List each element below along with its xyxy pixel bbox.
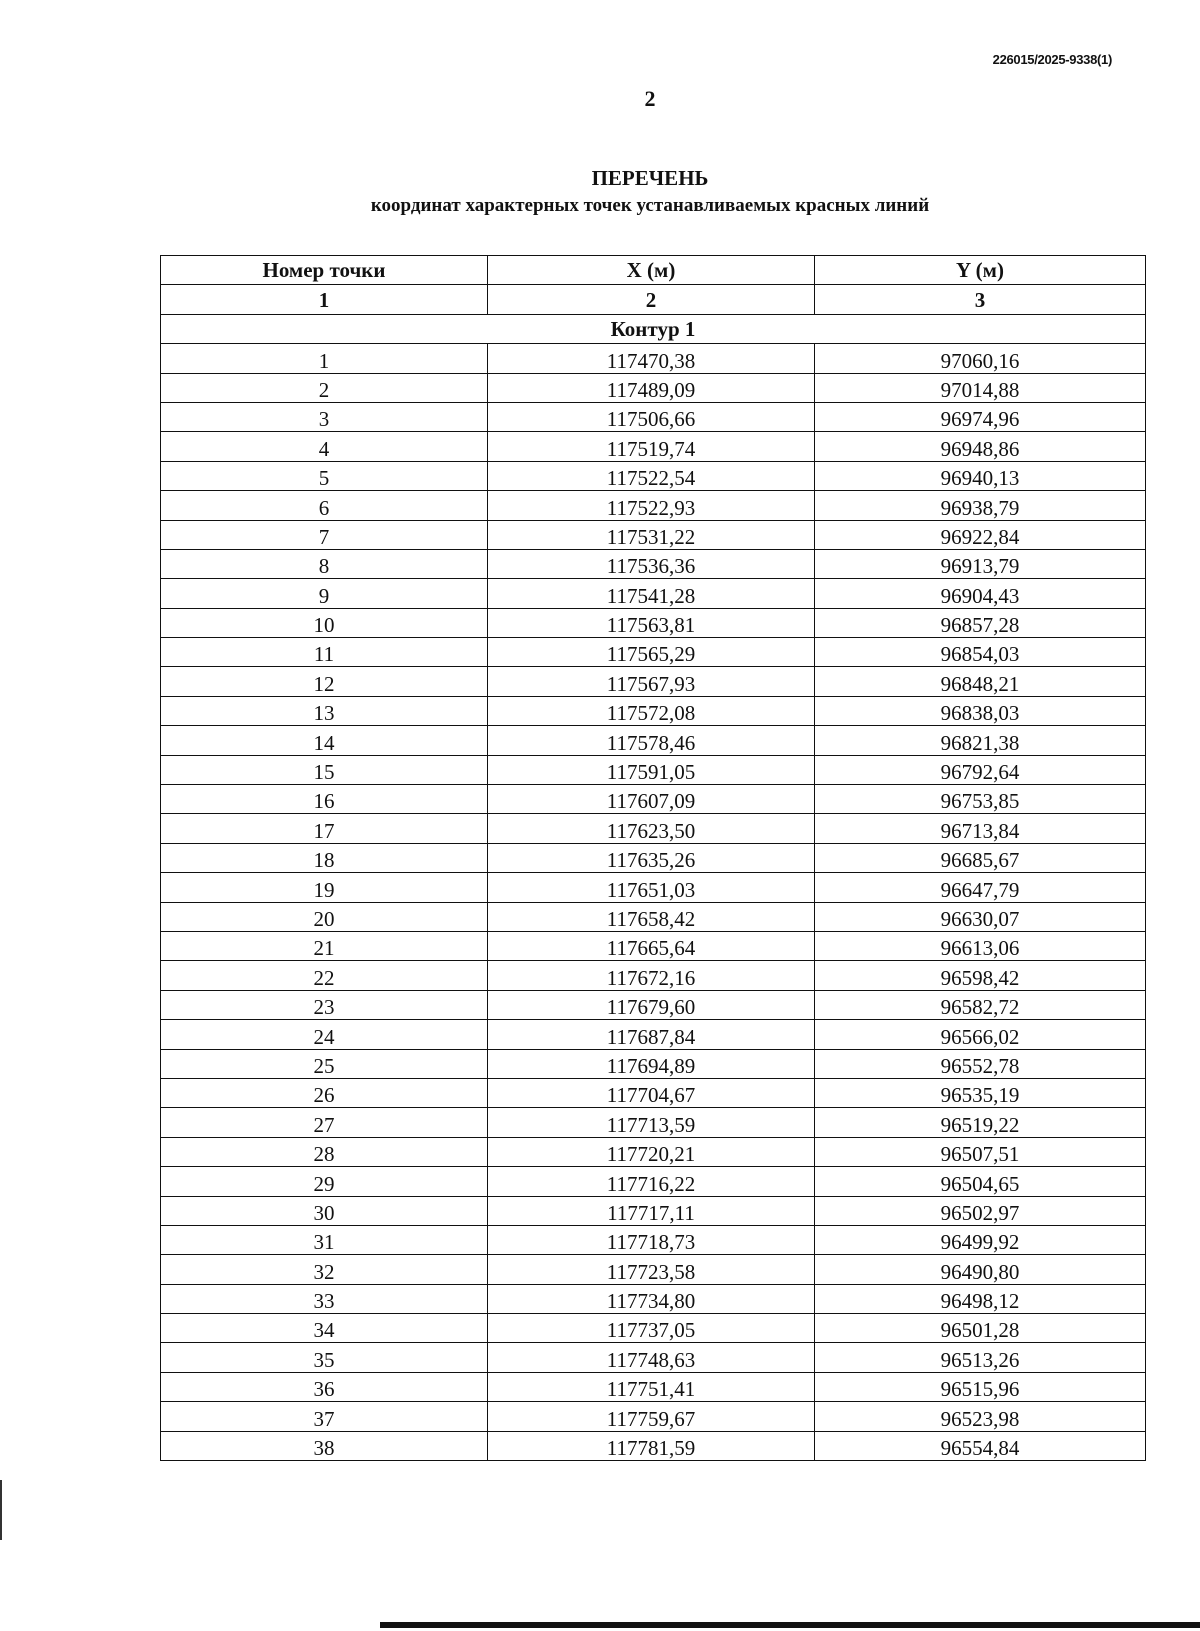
x-coordinate-cell: 117748,63 [488, 1343, 815, 1372]
x-coordinate-cell: 117672,16 [488, 961, 815, 990]
document-id: 226015/2025-9338(1) [992, 52, 1112, 67]
point-number-cell: 13 [161, 696, 488, 725]
y-coordinate-cell: 96792,64 [815, 755, 1146, 784]
coordinates-table-body [161, 256, 1146, 1461]
x-coordinate-cell: 117734,80 [488, 1284, 815, 1313]
table-header-row [161, 256, 1146, 285]
table-row [161, 579, 1146, 608]
page-number: 2 [644, 86, 656, 111]
y-coordinate-cell: 96552,78 [815, 1049, 1146, 1078]
table-row [161, 1167, 1146, 1196]
y-coordinate-cell: 96501,28 [815, 1314, 1146, 1343]
table-row [161, 520, 1146, 549]
table-row [161, 931, 1146, 960]
x-coordinate-cell: 117679,60 [488, 990, 815, 1019]
x-coordinate-cell: 117607,09 [488, 785, 815, 814]
y-coordinate-cell: 96938,79 [815, 491, 1146, 520]
table-row [161, 1049, 1146, 1078]
x-coordinate-cell: 117718,73 [488, 1225, 815, 1254]
y-coordinate-cell: 96523,98 [815, 1402, 1146, 1431]
table-row [161, 1225, 1146, 1254]
x-coordinate-cell: 117751,41 [488, 1372, 815, 1401]
table-row [161, 1020, 1146, 1049]
y-coordinate-cell: 97014,88 [815, 373, 1146, 402]
y-coordinate-cell: 96566,02 [815, 1020, 1146, 1049]
table-row [161, 1343, 1146, 1372]
y-coordinate-cell: 96513,26 [815, 1343, 1146, 1372]
y-coordinate-cell: 96713,84 [815, 814, 1146, 843]
point-number-cell: 1 [161, 344, 488, 373]
point-number-cell: 17 [161, 814, 488, 843]
point-number-cell: 24 [161, 1020, 488, 1049]
y-coordinate-cell: 96519,22 [815, 1108, 1146, 1137]
y-coordinate-cell: 96647,79 [815, 873, 1146, 902]
y-coordinate-cell: 96685,67 [815, 843, 1146, 872]
point-number-cell: 7 [161, 520, 488, 549]
table-row [161, 667, 1146, 696]
point-number-cell: 33 [161, 1284, 488, 1313]
document-title: ПЕРЕЧЕНЬ [591, 166, 709, 190]
x-coordinate-cell: 117759,67 [488, 1402, 815, 1431]
table-row [161, 373, 1146, 402]
point-number-cell: 20 [161, 902, 488, 931]
x-coordinate-cell: 117781,59 [488, 1431, 815, 1460]
table-row [161, 1402, 1146, 1431]
y-coordinate-cell: 96613,06 [815, 931, 1146, 960]
y-coordinate-cell: 96848,21 [815, 667, 1146, 696]
table-row [161, 785, 1146, 814]
point-number-cell: 22 [161, 961, 488, 990]
point-number-cell: 23 [161, 990, 488, 1019]
column-number-2: 2 [488, 285, 815, 314]
point-number-cell: 18 [161, 843, 488, 872]
point-number-cell: 21 [161, 931, 488, 960]
contour-row [161, 314, 1146, 343]
y-coordinate-cell: 96507,51 [815, 1137, 1146, 1166]
point-number-cell: 38 [161, 1431, 488, 1460]
x-coordinate-cell: 117531,22 [488, 520, 815, 549]
y-coordinate-cell: 96854,03 [815, 638, 1146, 667]
y-coordinate-cell: 96498,12 [815, 1284, 1146, 1313]
document-subtitle: координат характерных точек устанавливаемых красных линий [370, 195, 930, 216]
point-number-cell: 15 [161, 755, 488, 784]
x-coordinate-cell: 117506,66 [488, 402, 815, 431]
point-number-cell: 28 [161, 1137, 488, 1166]
x-coordinate-cell: 117694,89 [488, 1049, 815, 1078]
table-row [161, 902, 1146, 931]
point-number-cell: 26 [161, 1078, 488, 1107]
left-margin-mark [0, 1480, 2, 1540]
table-row [161, 755, 1146, 784]
x-coordinate-cell: 117519,74 [488, 432, 815, 461]
y-coordinate-cell: 96904,43 [815, 579, 1146, 608]
x-coordinate-cell: 117565,29 [488, 638, 815, 667]
x-coordinate-cell: 117713,59 [488, 1108, 815, 1137]
point-number-cell: 29 [161, 1167, 488, 1196]
point-number-cell: 3 [161, 402, 488, 431]
table-row [161, 814, 1146, 843]
x-coordinate-cell: 117563,81 [488, 608, 815, 637]
bottom-scan-rule [380, 1622, 1200, 1628]
table-row [161, 990, 1146, 1019]
table-row [161, 961, 1146, 990]
y-coordinate-cell: 96502,97 [815, 1196, 1146, 1225]
y-coordinate-cell: 96515,96 [815, 1372, 1146, 1401]
x-coordinate-cell: 117591,05 [488, 755, 815, 784]
point-number-cell: 16 [161, 785, 488, 814]
table-row [161, 549, 1146, 578]
x-coordinate-cell: 117522,93 [488, 491, 815, 520]
x-coordinate-cell: 117687,84 [488, 1020, 815, 1049]
y-coordinate-cell: 96630,07 [815, 902, 1146, 931]
x-coordinate-cell: 117635,26 [488, 843, 815, 872]
table-row [161, 1284, 1146, 1313]
table-row [161, 1108, 1146, 1137]
point-number-cell: 34 [161, 1314, 488, 1343]
y-coordinate-cell: 96821,38 [815, 726, 1146, 755]
header-point-number: Номер точки [161, 256, 488, 285]
y-coordinate-cell: 96974,96 [815, 402, 1146, 431]
point-number-cell: 2 [161, 373, 488, 402]
table-row [161, 1372, 1146, 1401]
coordinates-table [160, 255, 1146, 1461]
table-row [161, 461, 1146, 490]
table-row [161, 1431, 1146, 1460]
x-coordinate-cell: 117720,21 [488, 1137, 815, 1166]
table-row [161, 608, 1146, 637]
table-row [161, 344, 1146, 373]
table-row [161, 491, 1146, 520]
x-coordinate-cell: 117470,38 [488, 344, 815, 373]
point-number-cell: 14 [161, 726, 488, 755]
header-x: X (м) [488, 256, 815, 285]
x-coordinate-cell: 117489,09 [488, 373, 815, 402]
point-number-cell: 10 [161, 608, 488, 637]
x-coordinate-cell: 117572,08 [488, 696, 815, 725]
x-coordinate-cell: 117541,28 [488, 579, 815, 608]
column-number-row [161, 285, 1146, 314]
y-coordinate-cell: 96838,03 [815, 696, 1146, 725]
x-coordinate-cell: 117522,54 [488, 461, 815, 490]
header-y: Y (м) [815, 256, 1146, 285]
table-row [161, 726, 1146, 755]
table-row [161, 843, 1146, 872]
y-coordinate-cell: 96499,92 [815, 1225, 1146, 1254]
y-coordinate-cell: 96535,19 [815, 1078, 1146, 1107]
x-coordinate-cell: 117567,93 [488, 667, 815, 696]
x-coordinate-cell: 117536,36 [488, 549, 815, 578]
point-number-cell: 36 [161, 1372, 488, 1401]
point-number-cell: 32 [161, 1255, 488, 1284]
y-coordinate-cell: 96753,85 [815, 785, 1146, 814]
point-number-cell: 25 [161, 1049, 488, 1078]
y-coordinate-cell: 96504,65 [815, 1167, 1146, 1196]
y-coordinate-cell: 96857,28 [815, 608, 1146, 637]
x-coordinate-cell: 117723,58 [488, 1255, 815, 1284]
y-coordinate-cell: 97060,16 [815, 344, 1146, 373]
table-row [161, 1078, 1146, 1107]
table-row [161, 1137, 1146, 1166]
point-number-cell: 6 [161, 491, 488, 520]
y-coordinate-cell: 96922,84 [815, 520, 1146, 549]
point-number-cell: 12 [161, 667, 488, 696]
column-number-1: 1 [161, 285, 488, 314]
point-number-cell: 30 [161, 1196, 488, 1225]
point-number-cell: 27 [161, 1108, 488, 1137]
table-row [161, 432, 1146, 461]
y-coordinate-cell: 96948,86 [815, 432, 1146, 461]
y-coordinate-cell: 96490,80 [815, 1255, 1146, 1284]
table-row [161, 873, 1146, 902]
x-coordinate-cell: 117737,05 [488, 1314, 815, 1343]
column-number-3: 3 [815, 285, 1146, 314]
table-row [161, 402, 1146, 431]
table-row [161, 638, 1146, 667]
y-coordinate-cell: 96940,13 [815, 461, 1146, 490]
table-row [161, 1255, 1146, 1284]
point-number-cell: 9 [161, 579, 488, 608]
x-coordinate-cell: 117717,11 [488, 1196, 815, 1225]
x-coordinate-cell: 117704,67 [488, 1078, 815, 1107]
y-coordinate-cell: 96913,79 [815, 549, 1146, 578]
point-number-cell: 4 [161, 432, 488, 461]
point-number-cell: 5 [161, 461, 488, 490]
point-number-cell: 35 [161, 1343, 488, 1372]
table-row [161, 1196, 1146, 1225]
point-number-cell: 19 [161, 873, 488, 902]
point-number-cell: 31 [161, 1225, 488, 1254]
table-row [161, 696, 1146, 725]
point-number-cell: 37 [161, 1402, 488, 1431]
x-coordinate-cell: 117651,03 [488, 873, 815, 902]
x-coordinate-cell: 117658,42 [488, 902, 815, 931]
y-coordinate-cell: 96554,84 [815, 1431, 1146, 1460]
point-number-cell: 8 [161, 549, 488, 578]
contour-label: Контур 1 [161, 314, 1146, 343]
x-coordinate-cell: 117578,46 [488, 726, 815, 755]
y-coordinate-cell: 96582,72 [815, 990, 1146, 1019]
point-number-cell: 11 [161, 638, 488, 667]
x-coordinate-cell: 117623,50 [488, 814, 815, 843]
y-coordinate-cell: 96598,42 [815, 961, 1146, 990]
table-row [161, 1314, 1146, 1343]
x-coordinate-cell: 117665,64 [488, 931, 815, 960]
x-coordinate-cell: 117716,22 [488, 1167, 815, 1196]
